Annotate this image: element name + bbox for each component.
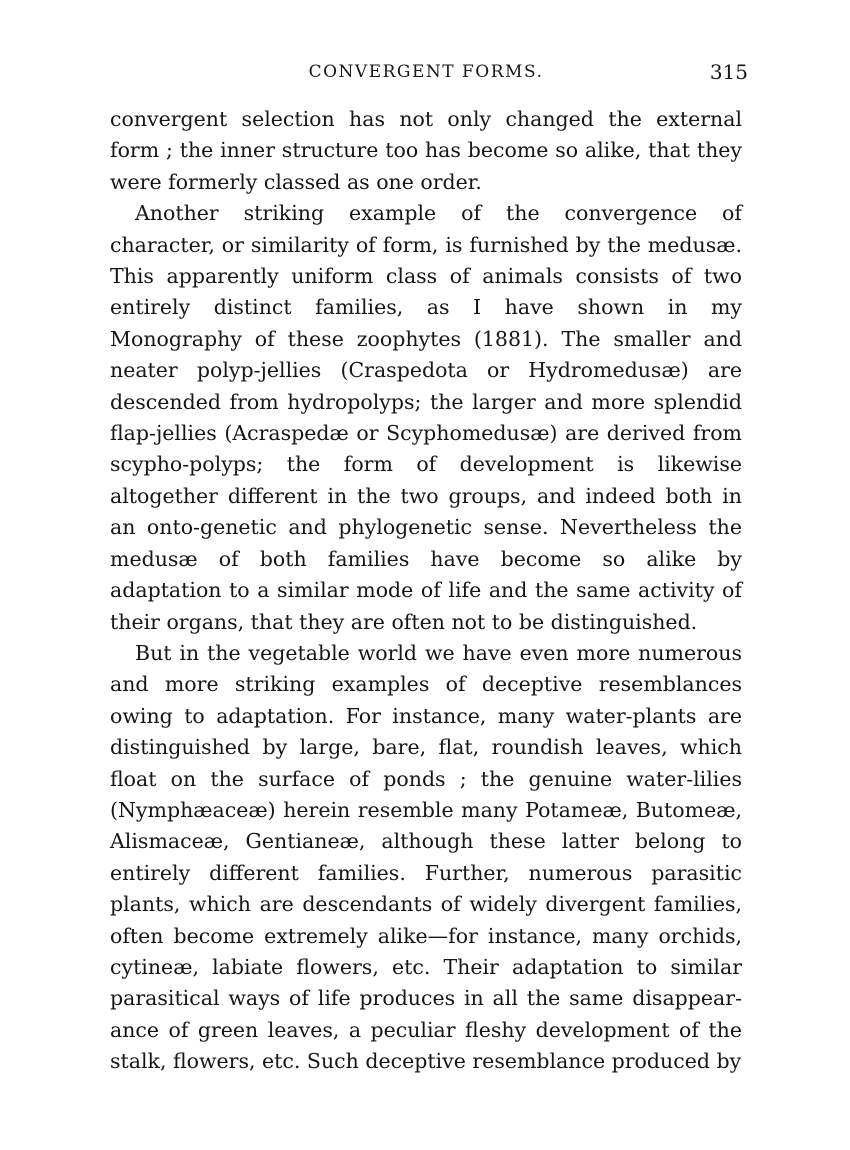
body-text xyxy=(110,104,742,1078)
page-number: 315 xyxy=(709,60,748,84)
paragraph-medusae: Another striking example of the convergence of character, or similarity of form, is furnished by the medusæ. This apparently uniform class of animals consists of two entirely distinct families, as I have shown in my Monography of these zoophytes (1881). The smaller and neater polyp-jellies (Craspedota or Hydromedusæ) are descended from hydropolyps; the larger and more splendid flap-jellies (Acraspedæ or Scyphomedusæ) are derived from scypho-polyps; the form of development is likewise altogether different in the two groups, and indeed both in an onto-genetic and phylogenetic sense. Nevertheless the medusæ of both families have become so alike by adaptation to a similar mode of life and the same activity of their organs, that they are often not to be distinguished. xyxy=(110,201,742,634)
paragraph-continuation: convergent selection has not only changed the external form ; the inner structure too has become so alike, that they were formerly classed as one order. xyxy=(110,107,742,194)
paragraph-vegetable-world: But in the vegetable world we have even more numerous and more striking examples of deceptive resemblances owing to adaptation. For instance, many water-plants are distinguished by large, bare, flat, roundish leaves, which float on the surface of ponds ; the genuine water-lilies (Nymphæaceæ) herein resemble many Potameæ, Butomeæ, Alismaceæ, Gentianeæ, although these latter belong to entirely different families. Further, numerous parasitic plants, which are descendants of widely divergent families, often become extremely alike—for instance, many orchids, cytineæ, labiate flowers, etc. Their adaptation to similar parasitical ways of life produces in all the same disappear-ance of green leaves, a peculiar fleshy development of the stalk, flowers, etc. Such deceptive resemblance produced by xyxy=(110,640,742,1074)
running-head xyxy=(110,58,748,86)
running-title: CONVERGENT FORMS. xyxy=(308,62,544,82)
